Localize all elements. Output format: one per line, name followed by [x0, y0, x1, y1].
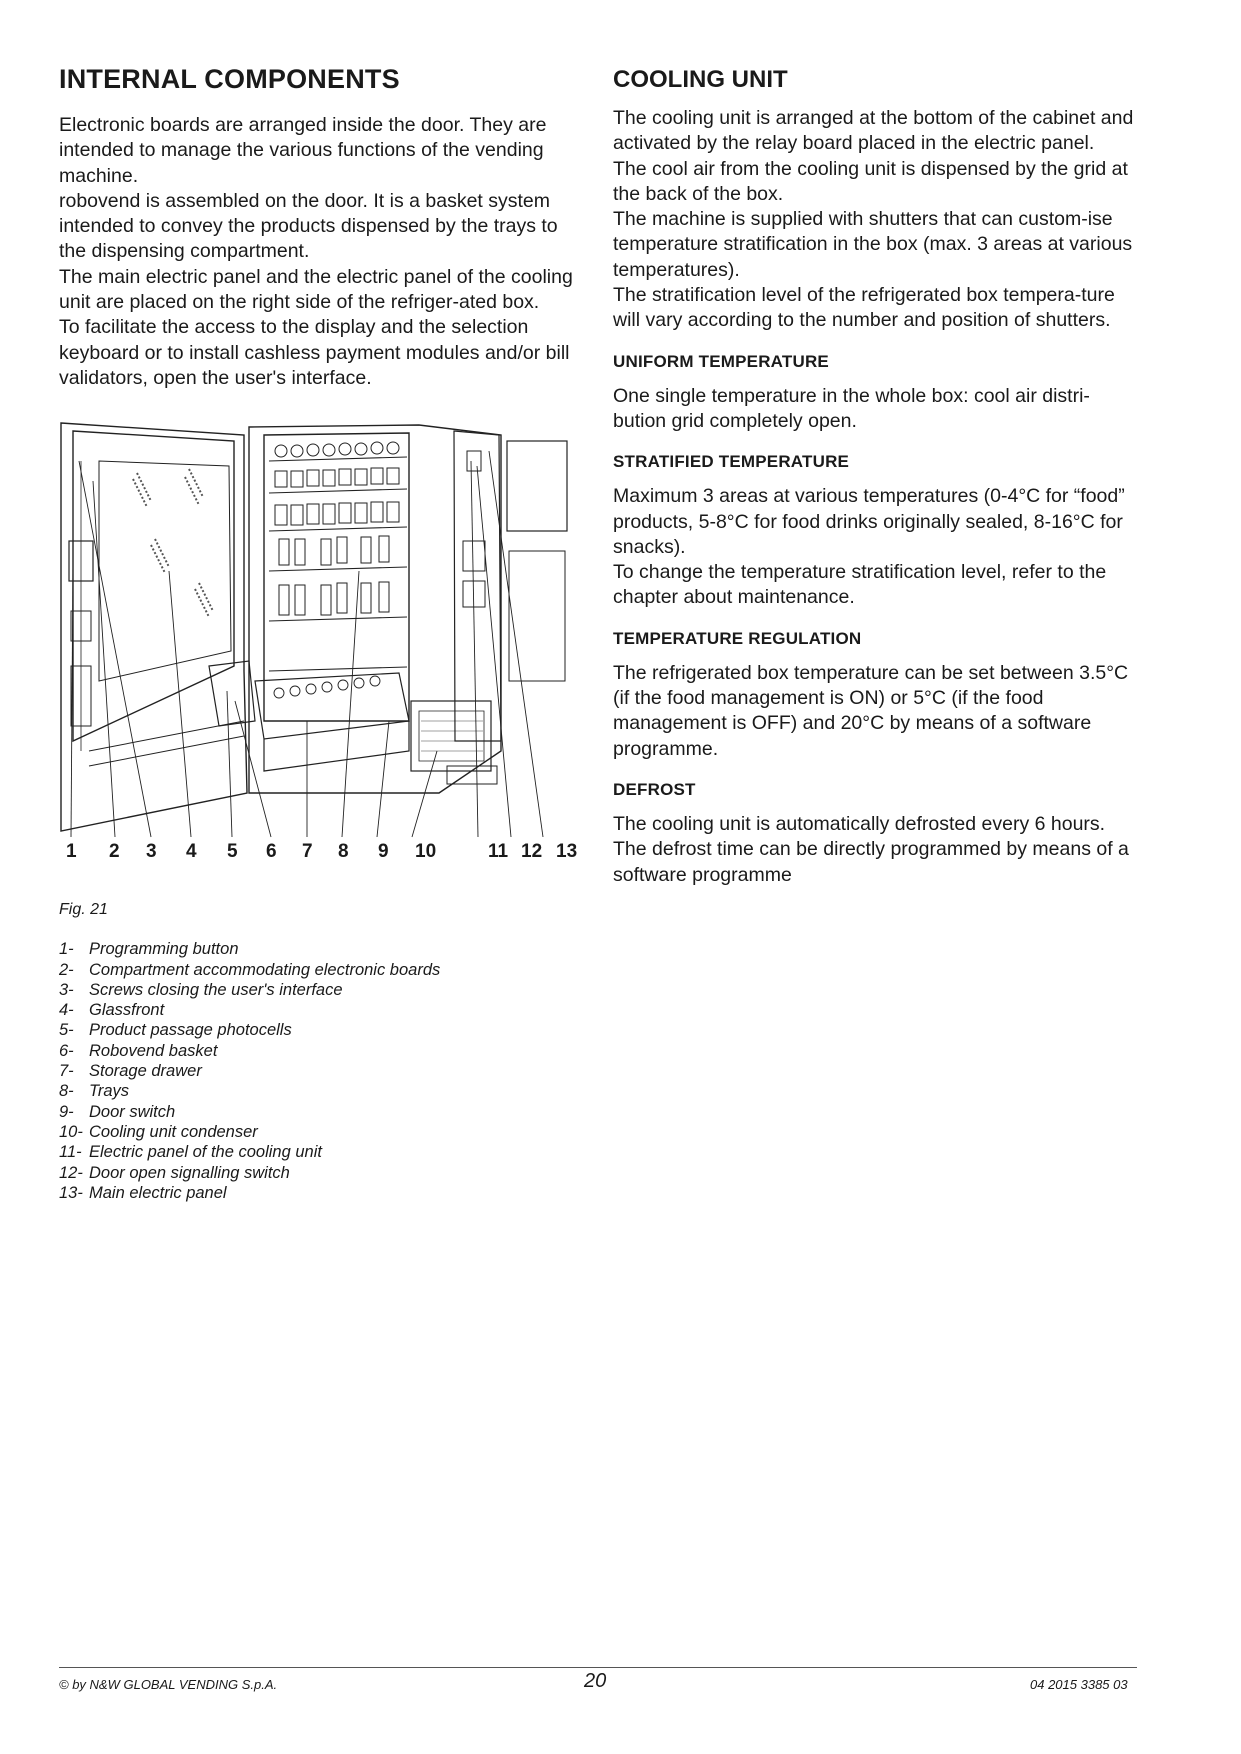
legend-item: 5- Product passage photocells	[59, 1021, 292, 1040]
section-title-cooling-unit: COOLING UNIT	[613, 66, 788, 93]
legend-item: 1- Programming button	[59, 940, 239, 959]
callout-6: 6	[266, 841, 277, 863]
callout-10: 10	[415, 841, 437, 863]
paragraph: The main electric panel and the electric panel of the cooling unit are placed on the right side of the refriger-ated box.	[59, 265, 573, 314]
legend-item: 11- Electric panel of the cooling unit	[59, 1143, 322, 1162]
legend-item: 13- Main electric panel	[59, 1183, 227, 1202]
callout-13: 13	[556, 841, 578, 863]
paragraph: Maximum 3 areas at various temperatures (0-4°C for “food” products, 5-8°C for food drinks originally sealed, 8-16°C for snacks).	[613, 485, 1125, 558]
callout-4: 4	[186, 841, 197, 863]
subheading-stratified-temperature: STRATIFIED TEMPERATURE	[613, 452, 850, 472]
paragraph: To change the temperature stratification level, refer to the chapter about maintenance.	[613, 561, 1107, 609]
callout-11: 11	[488, 841, 509, 863]
figure-callouts	[59, 841, 585, 869]
legend-item: 9- Door switch	[59, 1102, 176, 1121]
callout-2: 2	[109, 841, 120, 863]
document-code: 04 2015 3385 03	[1030, 1677, 1128, 1692]
left-column	[59, 62, 584, 1203]
vending-machine-figure	[59, 421, 585, 871]
paragraph: To facilitate the access to the display and the selection keyboard or to install cashless payment modules and/or bill validators, open the user's interface.	[59, 316, 570, 389]
section-title-internal-components: INTERNAL COMPONENTS	[59, 64, 400, 94]
paragraph: robovend is assembled on the door. It is a basket system intended to convey the products dispensed by the trays to the dispensing compartment.	[59, 189, 558, 263]
vending-machine-illustration	[59, 421, 585, 841]
subheading-temperature-regulation: TEMPERATURE REGULATION	[613, 628, 862, 648]
callout-1: 1	[66, 841, 77, 863]
footer-copyright: © by N&W GLOBAL VENDING S.p.A.	[59, 1677, 278, 1692]
callout-9: 9	[378, 841, 389, 863]
callout-7: 7	[302, 841, 313, 863]
legend-item: 8- Trays	[59, 1082, 130, 1101]
legend-item: 2- Compartment accommodating electronic boards	[59, 960, 441, 979]
legend-item: 6- Robovend basket	[59, 1041, 218, 1060]
legend-item: 4- Glassfront	[59, 1001, 165, 1020]
paragraph: The cool air from the cooling unit is dispensed by the grid at the back of the box.	[613, 157, 1128, 205]
paragraph: The stratification level of the refrigerated box tempera-ture will vary according to the number and position of shutters.	[613, 284, 1115, 332]
legend-item: 3- Screws closing the user's interface	[59, 980, 343, 999]
footer-divider	[59, 1667, 1137, 1668]
figure-caption: Fig. 21	[59, 901, 108, 919]
paragraph: The cooling unit is arranged at the bottom of the cabinet and activated by the relay board placed in the electric panel.	[613, 107, 1134, 155]
figure-legend	[59, 939, 584, 1203]
callout-3: 3	[146, 841, 157, 863]
subheading-defrost: DEFROST	[613, 779, 696, 799]
callout-5: 5	[227, 841, 238, 863]
subheading-uniform-temperature: UNIFORM TEMPERATURE	[613, 351, 829, 371]
legend-item: 7- Storage drawer	[59, 1062, 202, 1081]
callout-8: 8	[338, 841, 349, 863]
page-number: 20	[584, 1670, 607, 1692]
legend-item: 10- Cooling unit condenser	[59, 1122, 258, 1141]
legend-item: 12- Door open signalling switch	[59, 1163, 290, 1182]
paragraph: The cooling unit is automatically defrosted every 6 hours. The defrost time can be directly programmed by means of a software programme	[613, 812, 1129, 886]
paragraph: One single temperature in the whole box: cool air distri-bution grid completely open.	[613, 384, 1090, 432]
paragraph: Electronic boards are arranged inside the door. They are intended to manage the various functions of the vending machine.	[59, 114, 547, 187]
right-column	[613, 62, 1143, 888]
callout-12: 12	[521, 841, 543, 863]
paragraph: The machine is supplied with shutters that can custom-ise temperature stratification in the box (max. 3 areas at various temperatures).	[613, 208, 1133, 281]
paragraph: The refrigerated box temperature can be set between 3.5°C (if the food management is ON) or 5°C (if the food management is OFF) and 20°C by means of a software programme.	[613, 661, 1129, 760]
